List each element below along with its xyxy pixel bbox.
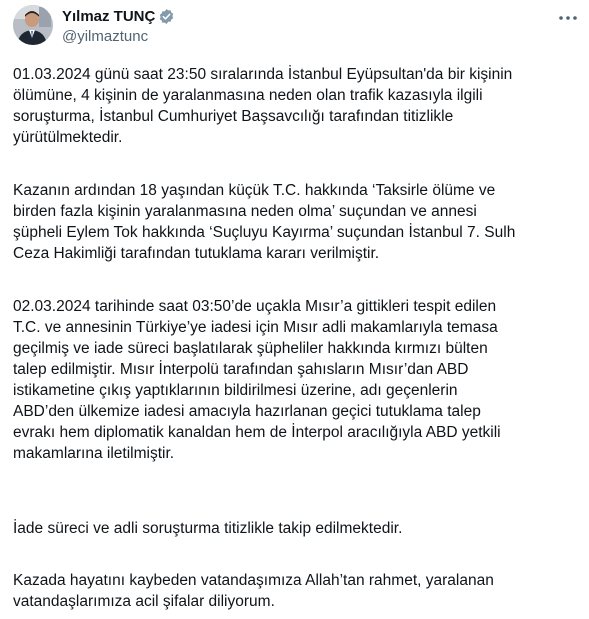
profile-photo: [13, 5, 53, 45]
avatar[interactable]: [13, 5, 53, 45]
author-names: [62, 7, 175, 46]
more-options-icon[interactable]: [557, 9, 579, 27]
tweet-paragraph-3: 02.03.2024 tarihinde saat 03:50’de uçakla Mısır’a gittikleri tespit edilen T.C. ve annesinin Türkiye’ye iadesi için Mısır adli makamlarıyla temasa geçilmiş ve iade süreci başlatılarak şüpheliler hakkında kırmızı bülten talep edilmiştir. Mısır İnterpolü tarafından şahısların Mısır’dan ABD istikametine çıkış yaptıklarının bildirilmesi üzerine, adı geçenlerin ABD’den ülkemize iadesi amacıyla hazırlanan geçici tutuklama talep evrakı hem diplomatik kanaldan hem de İnterpol aracılığıyla ABD yetkili makamlarına iletilmiştir.: [13, 298, 501, 462]
tweet-paragraph-5: Kazada hayatını kaybeden vatandaşımıza Allah’tan rahmet, yaralanan vatandaşlarımıza acil şifalar diliyorum.: [13, 572, 494, 610]
tweet-paragraph-1: 01.03.2024 günü saat 23:50 sıralarında İstanbul Eyüpsultan'da bir kişinin ölümüne, 4 kişinin de yaralanmasına neden olan trafik kazasıyla ilgili soruşturma, İstanbul Cumhuriyet Başsavcılığı tarafından titizlikle yürütülmektedir.: [13, 66, 513, 146]
display-name-row: [62, 7, 175, 26]
tweet-header: [13, 5, 581, 49]
tweet-paragraph-2: Kazanın ardından 18 yaşından küçük T.C. hakkında ‘Taksirle ölüme ve birden fazla kişinin yaralanmasına neden olma’ suçundan ve annesi şüpheli Eylem Tok hakkında ‘Suçluyu Kayırma’ suçundan İstanbul 7. Sulh Ceza Hakimliği tarafından tutuklama kararı verilmiştir.: [13, 182, 516, 262]
verified-badge-icon[interactable]: [158, 8, 175, 25]
author-display-name[interactable]: Yılmaz TUNÇ: [62, 8, 156, 25]
author-handle[interactable]: @yilmaztunc: [62, 28, 149, 45]
tweet-paragraph-4: İade süreci ve adli soruşturma titizlikle takip edilmektedir.: [13, 520, 403, 537]
